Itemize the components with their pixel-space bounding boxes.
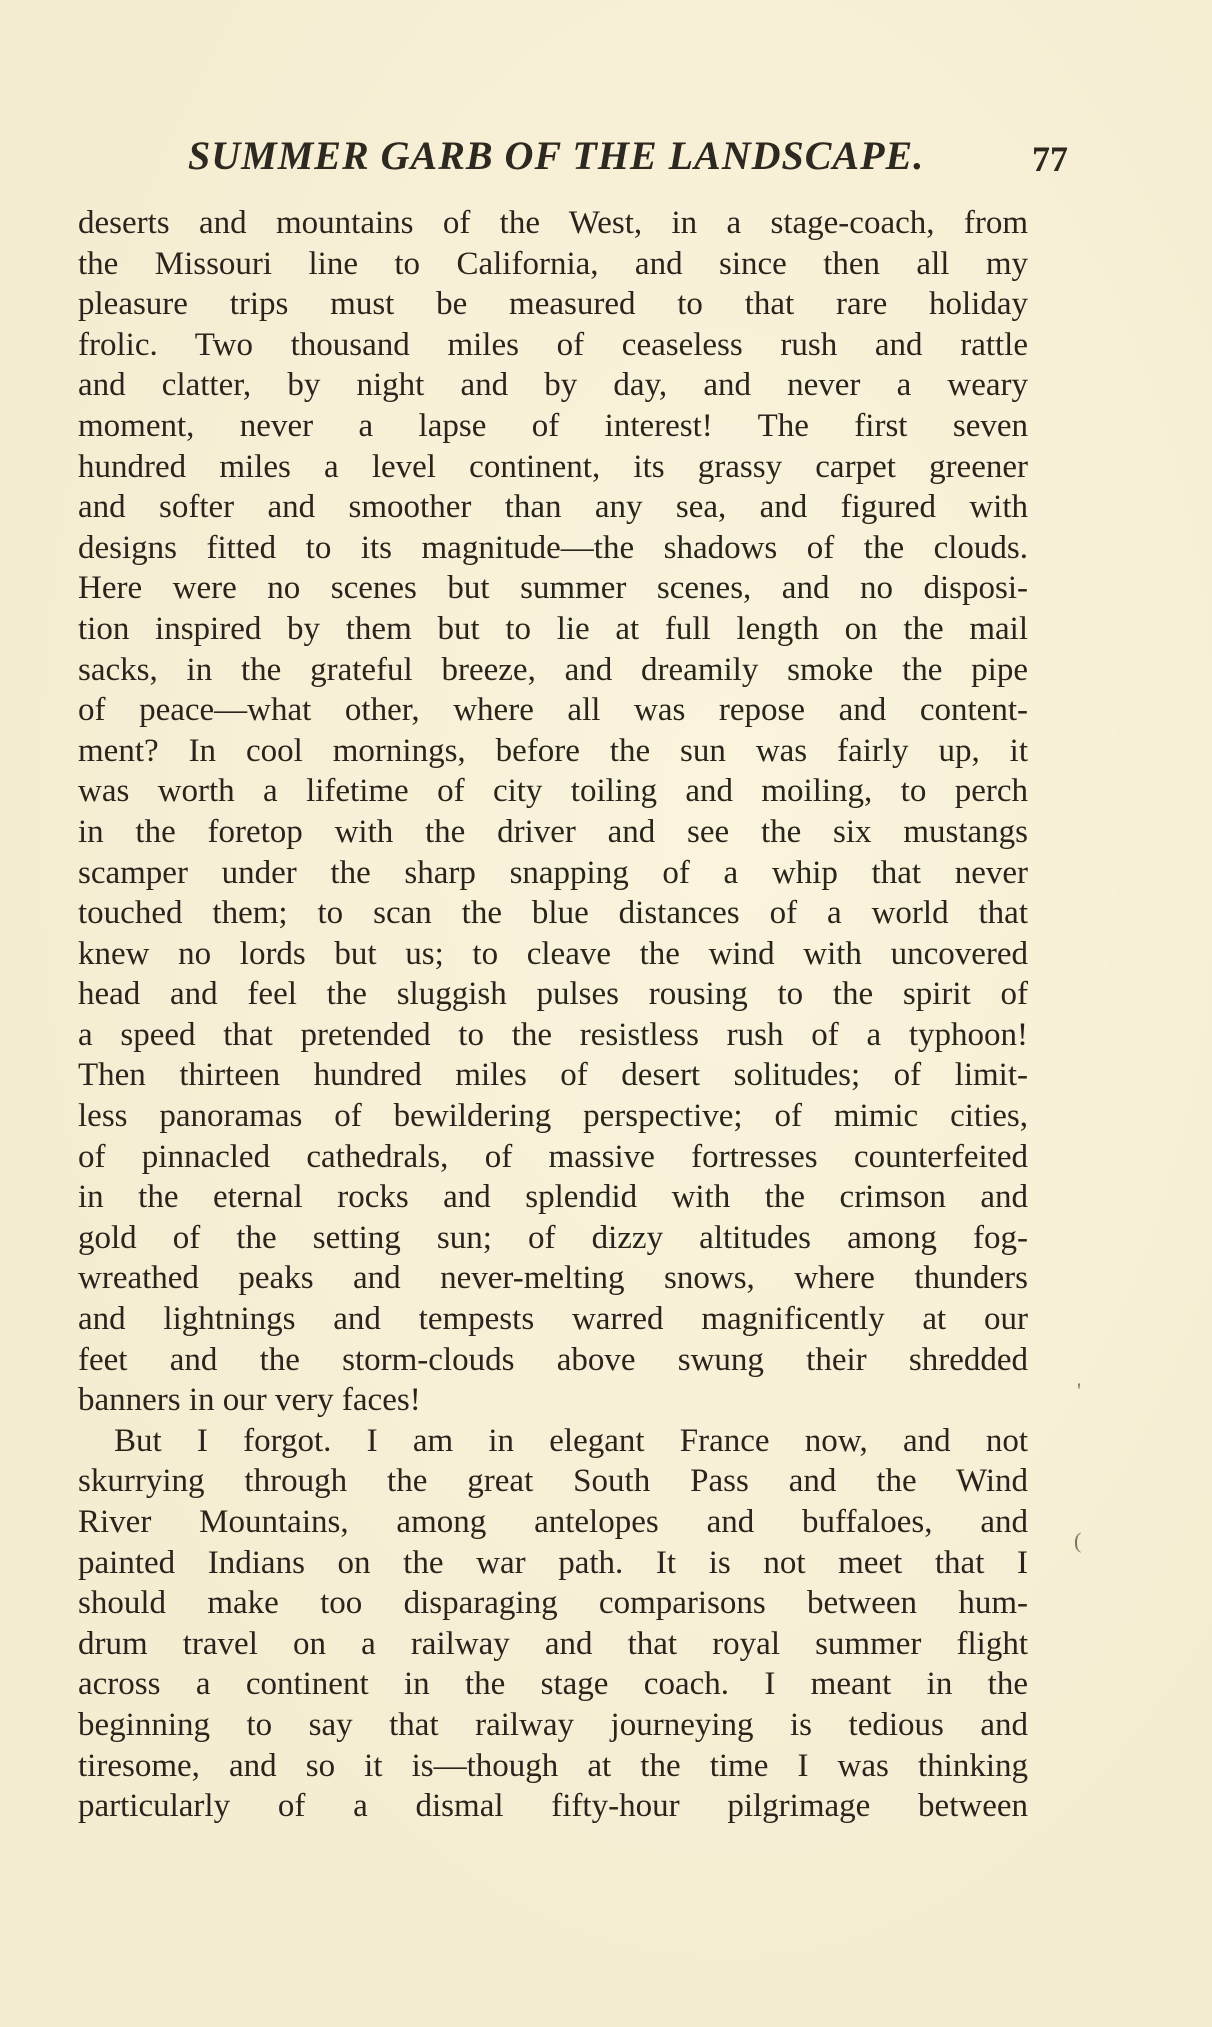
text-line: drum travel on a railway and that royal summer flight bbox=[78, 1625, 1028, 1662]
text-line: in the eternal rocks and splendid with the crimson and bbox=[78, 1179, 1028, 1216]
text-line: in the foretop with the driver and see the six mustangs bbox=[78, 813, 1028, 850]
text-line: tion inspired by them but to lie at full length on the mail bbox=[78, 610, 1028, 647]
paragraph bbox=[78, 1421, 1028, 1827]
text-line: the Missouri line to California, and since then all my bbox=[78, 245, 1028, 282]
text-line: tiresome, and so it is—though at the time I was thinking bbox=[78, 1747, 1028, 1784]
text-line: of pinnacled cathedrals, of massive fortresses counterfeited bbox=[78, 1138, 1028, 1175]
text-line: less panoramas of bewildering perspective; of mimic cities, bbox=[78, 1098, 1028, 1135]
text-line: feet and the storm-clouds above swung their shredded bbox=[78, 1341, 1028, 1378]
text-line: Then thirteen hundred miles of desert solitudes; of limit- bbox=[78, 1057, 1028, 1094]
text-line: a speed that pretended to the resistless rush of a typhoon! bbox=[78, 1016, 1028, 1053]
text-line: head and feel the sluggish pulses rousing to the spirit of bbox=[78, 976, 1028, 1013]
text-line: gold of the setting sun; of dizzy altitudes among fog- bbox=[78, 1219, 1028, 1256]
text-line: designs fitted to its magnitude—the shadows of the clouds. bbox=[78, 529, 1028, 566]
text-line: and softer and smoother than any sea, and figured with bbox=[78, 489, 1028, 526]
text-line: wreathed peaks and never-melting snows, where thunders bbox=[78, 1260, 1028, 1297]
running-title: SUMMER GARB OF THE LANDSCAPE. bbox=[188, 133, 925, 178]
text-line: Here were no scenes but summer scenes, and no disposi- bbox=[78, 570, 1028, 607]
text-line: touched them; to scan the blue distances of a world that bbox=[78, 895, 1028, 932]
text-line: ment? In cool mornings, before the sun was fairly up, it bbox=[78, 732, 1028, 769]
text-line: scamper under the sharp snapping of a whip that never bbox=[78, 854, 1028, 891]
text-line: hundred miles a level continent, its grassy carpet greener bbox=[78, 448, 1028, 485]
text-line: particularly of a dismal fifty-hour pilgrimage between bbox=[78, 1788, 1028, 1825]
text-line: sacks, in the grateful breeze, and dreamily smoke the pipe bbox=[78, 651, 1028, 688]
text-line: was worth a lifetime of city toiling and moiling, to perch bbox=[78, 773, 1028, 810]
text-line: deserts and mountains of the West, in a stage-coach, from bbox=[78, 205, 1028, 241]
text-line: moment, never a lapse of interest! The first seven bbox=[78, 407, 1028, 444]
body-text bbox=[78, 203, 1028, 1827]
text-line: should make too disparaging comparisons between hum- bbox=[78, 1585, 1028, 1622]
text-line: pleasure trips must be measured to that rare holiday bbox=[78, 286, 1028, 323]
margin-speck: ( bbox=[1074, 1528, 1082, 1553]
text-line: skurrying through the great South Pass and the Wind bbox=[78, 1463, 1028, 1500]
text-line: across a continent in the stage coach. I meant in the bbox=[78, 1666, 1028, 1703]
text-line: frolic. Two thousand miles of ceaseless rush and rattle bbox=[78, 326, 1028, 363]
text-line: But I forgot. I am in elegant France now, and not bbox=[114, 1422, 1028, 1459]
text-line: beginning to say that railway journeying is tedious and bbox=[78, 1706, 1028, 1743]
running-header bbox=[188, 132, 1068, 188]
margin-speck: ' bbox=[1077, 1378, 1081, 1403]
text-line: and clatter, by night and by day, and never a weary bbox=[78, 367, 1028, 404]
text-line: of peace—what other, where all was repose and content- bbox=[78, 692, 1028, 729]
text-line: painted Indians on the war path. It is not meet that I bbox=[78, 1544, 1028, 1581]
text-line: River Mountains, among antelopes and buffaloes, and bbox=[78, 1504, 1028, 1540]
page-number: 77 bbox=[1032, 139, 1068, 179]
text-line: banners in our very faces! bbox=[78, 1382, 421, 1419]
paragraph bbox=[78, 203, 1028, 1421]
text-line: knew no lords but us; to cleave the wind with uncovered bbox=[78, 935, 1028, 972]
text-line: and lightnings and tempests warred magnificently at our bbox=[78, 1301, 1028, 1338]
